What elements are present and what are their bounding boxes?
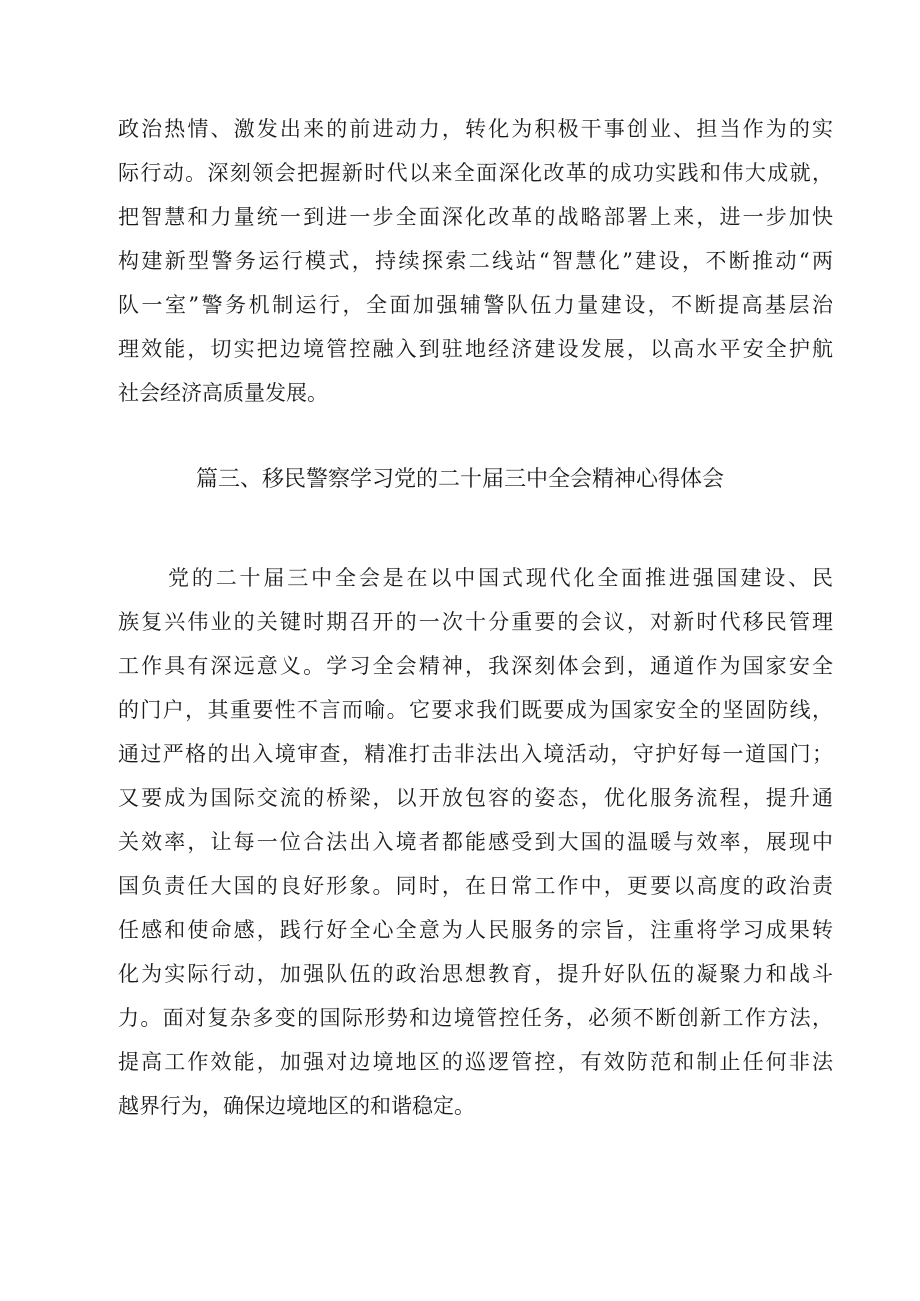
text-line: 政治热情、激发出来的前进动力，转化为积极干事创业、担当作为的实	[118, 117, 833, 141]
text-line: 越界行为，确保边境地区的和谐稳定。	[118, 1094, 475, 1118]
text-line: 党的二十届三中全会是在以中国式现代化全面推进强国建设、民	[168, 566, 833, 590]
text-line: 族复兴伟业的关键时期召开的一次十分重要的会议，对新时代移民管理	[118, 610, 833, 634]
text-line: 国负责任大国的良好形象。同时，在日常工作中，更要以高度的政治责	[118, 874, 833, 898]
text-line: 化为实际行动，加强队伍的政治思想教育，提升好队伍的凝聚力和战斗	[118, 962, 833, 986]
text-line: 工作具有深远意义。学习全会精神，我深刻体会到，通道作为国家安全	[118, 654, 833, 678]
text-line: 力。面对复杂多变的国际形势和边境管控任务，必须不断创新工作方法，	[118, 1006, 833, 1030]
text-line: 提高工作效能，加强对边境地区的巡逻管控，有效防范和制止任何非法	[118, 1050, 833, 1074]
text-line: 队一室”警务机制运行，全面加强辅警队伍力量建设，不断提高基层治	[118, 293, 833, 317]
text-line: 关效率，让每一位合法出入境者都能感受到大国的温暖与效率，展现中	[118, 830, 833, 854]
text-line: 社会经济高质量发展。	[118, 381, 328, 405]
section-heading: 篇三、移民警察学习党的二十届三中全会精神心得体会	[195, 467, 724, 492]
paragraph-body	[118, 556, 833, 1128]
text-line: 通过严格的出入境审查，精准打击非法出入境活动，守护好每一道国门；	[118, 742, 833, 766]
text-line: 把智慧和力量统一到进一步全面深化改革的战略部署上来，进一步加快	[118, 205, 833, 229]
text-line: 构建新型警务运行模式，持续探索二线站“智慧化”建设，不断推动“两	[118, 249, 833, 273]
text-line: 际行动。深刻领会把握新时代以来全面深化改革的成功实践和伟大成就，	[118, 161, 833, 185]
text-line: 的门户，其重要性不言而喻。它要求我们既要成为国家安全的坚固防线，	[118, 698, 833, 722]
text-line: 又要成为国际交流的桥梁，以开放包容的姿态，优化服务流程，提升通	[118, 786, 833, 810]
paragraph-continuation	[118, 107, 833, 415]
text-line: 任感和使命感，践行好全心全意为人民服务的宗旨，注重将学习成果转	[118, 918, 833, 942]
text-line: 理效能，切实把边境管控融入到驻地经济建设发展，以高水平安全护航	[118, 337, 833, 361]
